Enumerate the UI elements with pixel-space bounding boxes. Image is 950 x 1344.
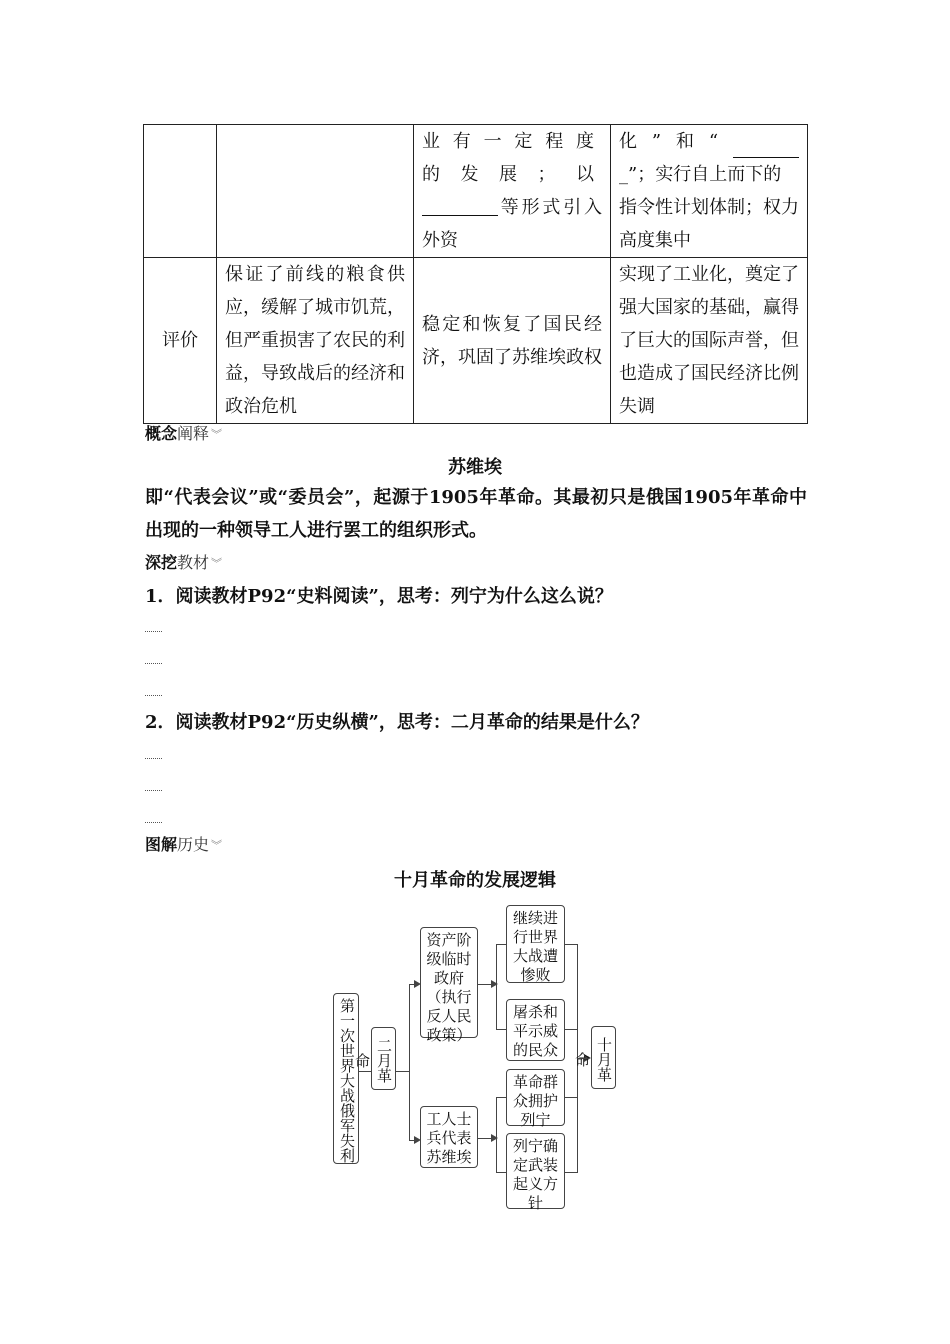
connector <box>496 944 506 945</box>
node-support-lenin: 革命群众拥护列宁 <box>506 1069 565 1126</box>
section-head-bold: 概念 <box>145 424 178 443</box>
connector <box>396 1071 409 1072</box>
connector <box>496 1172 506 1173</box>
section-head-deep <box>145 550 222 573</box>
question-2: 2．阅读教材P92“历史纵横”，思考：二月革命的结果是什么？ <box>145 712 649 733</box>
table-cell-nep-content <box>414 125 611 258</box>
connector <box>565 944 577 945</box>
connector <box>496 1097 497 1172</box>
double-chevron-icon: ︾ <box>211 428 223 441</box>
double-chevron-icon: ︾ <box>211 839 223 852</box>
double-chevron-icon: ︾ <box>211 557 223 570</box>
node-soviet: 工人士兵代表苏维埃 <box>420 1106 478 1168</box>
cell-text: “ <box>708 131 719 152</box>
table-row <box>144 125 808 258</box>
table-cell: 实现了工业化，奠定了强大国家的基础，赢得了巨大的国际声誉，但也造成了国民经济比例失调 <box>611 258 808 424</box>
connector <box>496 1097 506 1098</box>
section-head-diagram <box>145 832 222 855</box>
answer-line <box>145 694 162 696</box>
cell-text: 化 <box>619 131 637 152</box>
connector <box>409 984 410 1140</box>
node-war-defeat: 第一次世界大战俄军失利 <box>333 993 359 1164</box>
table-cell-empty <box>217 125 414 258</box>
connector <box>565 1029 577 1030</box>
section-head-rest: 历史 <box>177 835 210 854</box>
row-label: 评价 <box>144 258 217 424</box>
table-cell-stalin-content <box>611 125 808 258</box>
table-row <box>144 258 808 424</box>
fill-blank <box>733 135 799 158</box>
answer-line <box>145 789 162 791</box>
connector <box>565 1172 577 1173</box>
answer-line <box>145 662 162 664</box>
node-provisional-government: 资产阶级临时政府（执行反人民政策） <box>420 927 478 1038</box>
fill-blank <box>422 193 498 216</box>
node-continue-war: 继续进行世界大战遭惨败 <box>506 905 565 983</box>
section-head-rest: 教材 <box>177 553 210 572</box>
answer-line <box>145 757 162 759</box>
answer-line <box>145 630 162 632</box>
connector <box>496 944 497 1029</box>
table-cell: 稳定和恢复了国民经济，巩固了苏维埃政权 <box>414 258 611 424</box>
section-head-bold: 图解 <box>145 835 178 854</box>
section-head-rest: 阐释 <box>177 424 210 443</box>
concept-body: 即“代表会议”或“委员会”，起源于1905年革命。其最初只是俄国1905年革命中出现的一种领导工人进行罢工的组织形式。 <box>145 487 807 541</box>
node-armed-uprising: 列宁确定武装起义方针 <box>506 1133 565 1209</box>
answer-line <box>145 821 162 823</box>
cell-text: ” <box>651 131 662 152</box>
section-head-concept <box>145 421 222 444</box>
cell-text: 和 <box>675 131 694 152</box>
table-cell: 保证了前线的粮食供应，缓解了城市饥荒，但严重损害了农民的利益，导致战后的经济和政治危机 <box>217 258 414 424</box>
section-head-bold: 深挖 <box>145 553 178 572</box>
cell-text: _”；实行自上而下的指令性计划体制；权力高度集中 <box>619 164 799 251</box>
cell-text: 业有一定程度的发展；以 <box>422 131 602 185</box>
connector <box>496 1029 506 1030</box>
cell-text: 等形式引入外资 <box>422 197 602 251</box>
table-cell-empty <box>144 125 217 258</box>
question-1: 1．阅读教材P92“史料阅读”，思考：列宁为什么这么说？ <box>145 586 613 607</box>
concept-title: 苏维埃 <box>448 457 502 478</box>
diagram-title: 十月革命的发展逻辑 <box>394 870 556 891</box>
node-massacre: 屠杀和平示威的民众 <box>506 999 565 1061</box>
comparison-table <box>143 124 808 424</box>
connector <box>358 1071 371 1072</box>
node-february-revolution: 二月革命 <box>371 1027 396 1090</box>
connector <box>565 1097 577 1098</box>
node-october-revolution: 十月革命 <box>591 1026 616 1089</box>
